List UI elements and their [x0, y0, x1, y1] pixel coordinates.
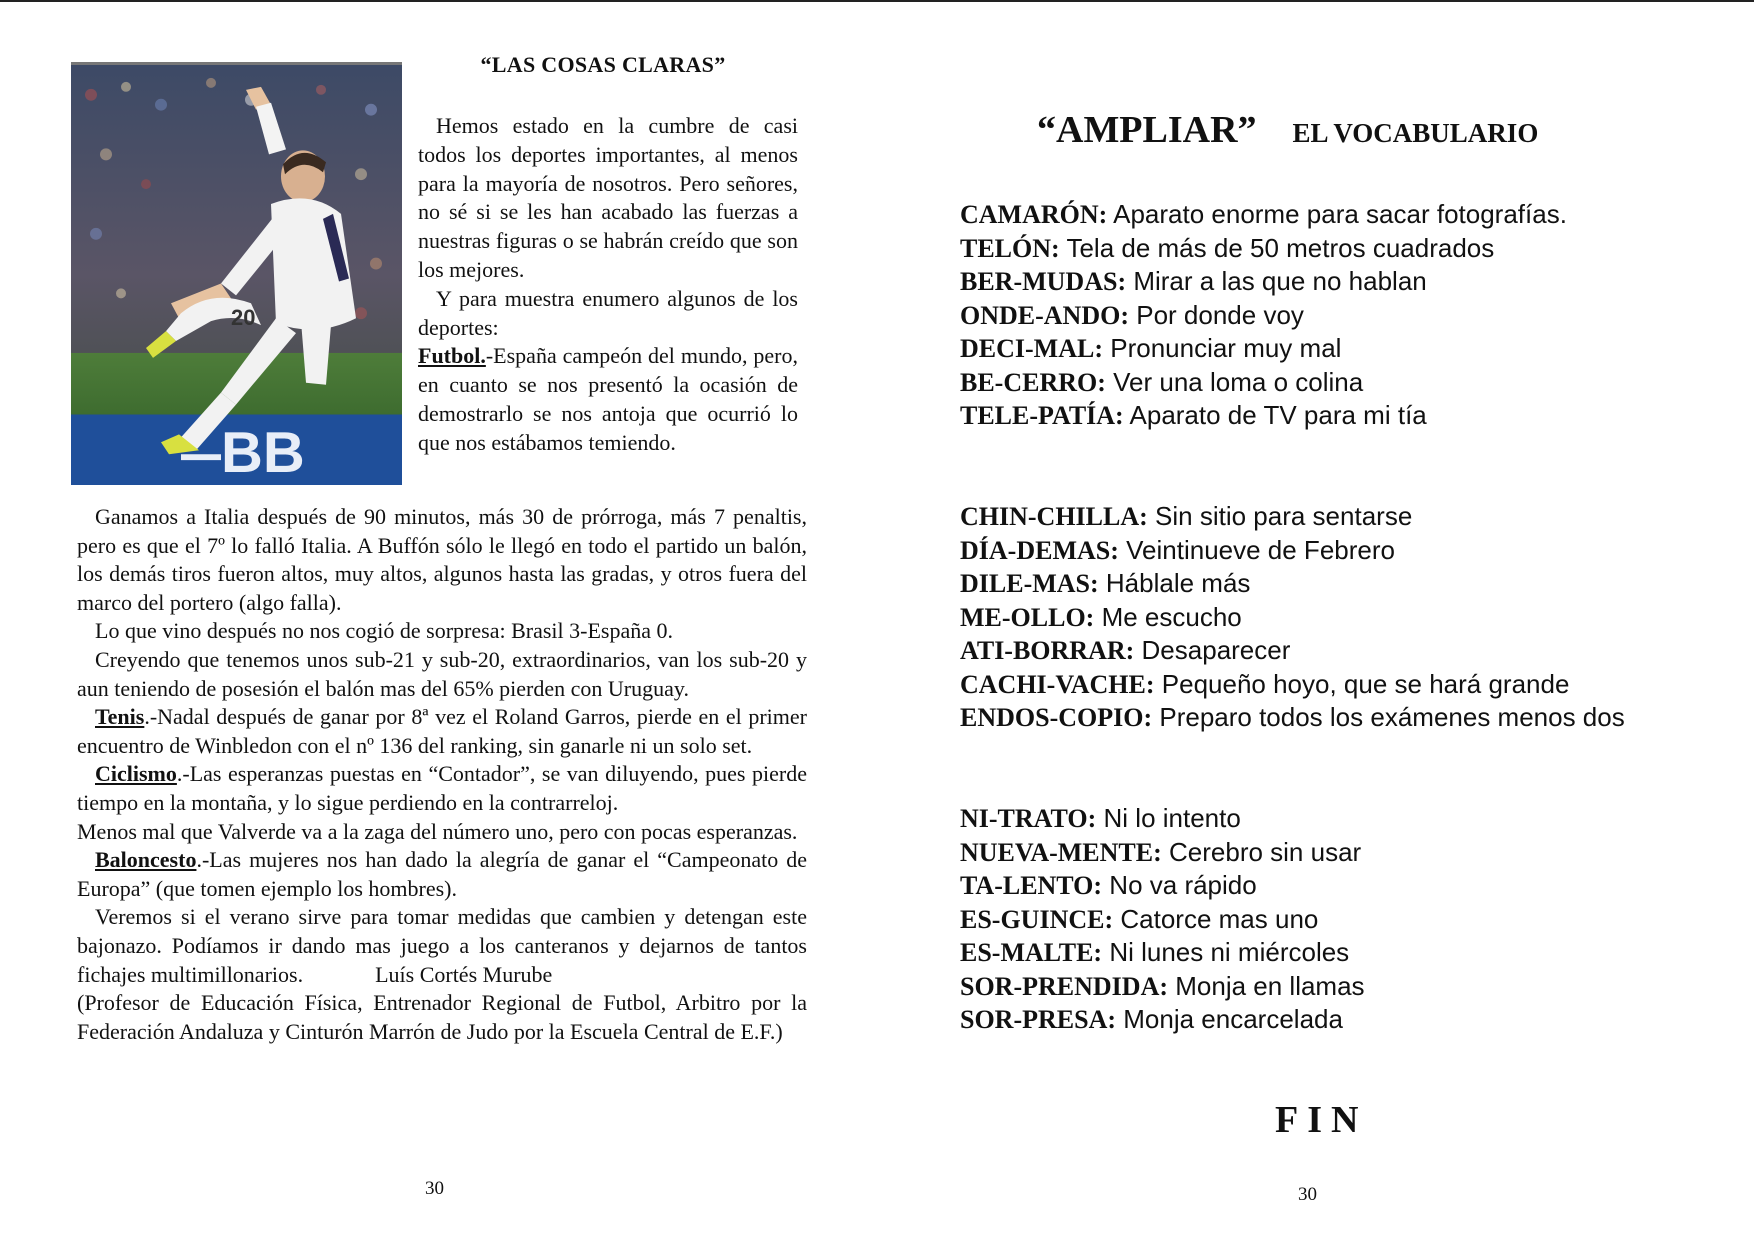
vocab-definition: Ni lunes ni miércoles — [1109, 937, 1350, 967]
vocab-term: TELE-PATÍA: — [960, 401, 1124, 430]
vocab-definition: Aparato de TV para mi tía — [1129, 400, 1427, 430]
vocab-definition: Háblale más — [1105, 568, 1251, 598]
vocab-term: ENDOS-COPIO: — [960, 703, 1153, 732]
vocabulary-heading-main: “AMPLIAR” — [1037, 109, 1257, 151]
vocab-entry — [960, 903, 1680, 937]
futbol-text: -España campeón del mundo, pero, en cuanto se nos presentó la ocasión de demostrarlo se nos antoja que ocurrió lo que nos estábamos temiendo. — [418, 343, 798, 455]
vocab-term: CAMARÓN: — [960, 200, 1108, 229]
body-paragraph: Creyendo que tenemos unos sub-21 y sub-20, extraordinarios, van los sub-20 y aun teniendo de posesión el balón mas del 65% pierden con Uruguay. — [77, 646, 807, 701]
vocab-term: SOR-PRENDIDA: — [960, 971, 1168, 1001]
vocab-entry — [960, 399, 1680, 433]
vocab-term: ES-MALTE: — [960, 938, 1103, 967]
tenis-text: .-Nadal después de ganar por 8ª vez el Roland Garros, pierde en el primer encuentro de Winbledon con el nº 136 del ranking, sin ganarle ni un solo set. — [77, 704, 807, 758]
top-border-line — [0, 0, 1754, 2]
vocab-definition: Pronunciar muy mal — [1110, 333, 1342, 363]
vocabulary-group-2 — [960, 500, 1680, 735]
vocab-definition: Mirar a las que no hablan — [1133, 266, 1427, 296]
vocab-term: BE-CERRO: — [960, 367, 1106, 397]
author-name: Luís Cortés Murube — [375, 961, 553, 987]
ciclismo-label: Ciclismo — [95, 761, 177, 787]
vocab-definition: Sin sitio para sentarse — [1155, 501, 1413, 531]
article-intro — [418, 112, 798, 458]
vocab-definition: Monja encarcelada — [1123, 1004, 1343, 1034]
photo-illustration — [71, 65, 402, 485]
vocab-term: NI-TRATO: — [960, 804, 1097, 833]
valverde-paragraph: Menos mal que Valverde va a la zaga del número uno, pero con pocas esperanzas. — [77, 818, 798, 844]
vocab-term: SOR-PRESA: — [960, 1005, 1117, 1034]
vocab-entry — [960, 1003, 1680, 1037]
vocab-term: DILE-MAS: — [960, 569, 1099, 598]
vocab-entry — [960, 232, 1680, 266]
body-paragraph: Lo que vino después no nos cogió de sorpresa: Brasil 3-España 0. — [95, 618, 673, 644]
vocab-entry — [960, 802, 1680, 836]
baloncesto-label: Baloncesto — [95, 847, 197, 873]
page-number-right: 30 — [1298, 1184, 1317, 1205]
vocab-term: TELÓN: — [960, 233, 1060, 263]
baloncesto-text: .-Las mujeres nos han dado la alegría de ganar el “Campeonato de Europa” (que tomen ejemplo los hombres). — [77, 847, 807, 901]
vocab-entry — [960, 869, 1680, 903]
vocab-term: CHIN-CHILLA: — [960, 502, 1148, 531]
vocab-entry — [960, 634, 1680, 668]
vocab-definition: Veintinueve de Febrero — [1126, 534, 1395, 565]
vocab-entry — [960, 299, 1680, 333]
vocab-entry — [960, 332, 1680, 366]
vocab-entry — [960, 601, 1680, 635]
page-number-left: 30 — [425, 1178, 444, 1199]
vocab-definition: Ver una loma o colina — [1113, 366, 1364, 397]
vocab-term: ATI-BORRAR: — [960, 636, 1135, 665]
vocab-entry — [960, 265, 1680, 299]
vocab-definition: Por donde voy — [1136, 299, 1304, 330]
vocab-term: NUEVA-MENTE: — [960, 837, 1162, 867]
vocab-entry — [960, 198, 1680, 232]
vocab-term: TA-LENTO: — [960, 871, 1103, 900]
fin-label: FIN — [1275, 1099, 1368, 1141]
banner-text: BB — [220, 421, 305, 485]
vocab-entry — [960, 668, 1680, 702]
vocab-definition: Aparato enorme para sacar fotografías. — [1113, 199, 1567, 229]
vocab-definition: Me escucho — [1101, 601, 1242, 632]
vocab-definition: Tela de más de 50 metros cuadrados — [1066, 232, 1495, 263]
vocab-term: DECI-MAL: — [960, 334, 1103, 363]
vocab-entry — [960, 534, 1680, 568]
vocab-definition: Catorce mas uno — [1120, 903, 1319, 934]
intro-paragraph: Y para muestra enumero algunos de los deportes: — [418, 285, 798, 340]
vocab-term: ONDE-ANDO: — [960, 300, 1129, 330]
vocabulary-group-3 — [960, 802, 1680, 1037]
vocabulary-heading-sub: EL VOCABULARIO — [1292, 118, 1539, 148]
vocab-entry — [960, 567, 1680, 601]
vocab-definition: Desaparecer — [1141, 635, 1291, 665]
article-body — [77, 503, 807, 1046]
ciclismo-paragraph — [77, 760, 807, 817]
vocab-term: ES-GUINCE: — [960, 904, 1114, 934]
vocab-term: BER-MUDAS: — [960, 267, 1127, 296]
ciclismo-text: .-Las esperanzas puestas en “Contador”, se van diluyendo, pues pierde tiempo en la montaña, y lo sigue perdiendo en la contrarreloj. — [77, 761, 807, 815]
vocab-entry — [960, 500, 1680, 534]
body-paragraph: Ganamos a Italia después de 90 minutos, más 30 de prórroga, más 7 penaltis, pero es que el 7º lo falló Italia. A Buffón sólo le llegó en todo el partido un balón, los demás tiros fueron altos, muy altos, algunos hasta las gradas, y otros fuera del marco del portero (algo falla). — [77, 504, 807, 615]
vocab-term: CACHI-VACHE: — [960, 669, 1155, 699]
vocab-term: DÍA-DEMAS: — [960, 535, 1119, 565]
vocabulary-group-1 — [960, 198, 1680, 433]
tenis-paragraph — [77, 703, 807, 760]
baloncesto-paragraph — [77, 846, 807, 903]
closing-paragraph — [77, 903, 807, 989]
article-title: “LAS COSAS CLARAS” — [480, 52, 726, 77]
vocab-definition: Pequeño hoyo, que se hará grande — [1161, 668, 1570, 699]
closing-text: Veremos si el verano sirve para tomar medidas que cambien y detengan este bajonazo. Podíamos ir dando mas juego a los canteranos y dejarnos de tantos fichajes multimillonarios. — [77, 904, 807, 987]
vocab-entry — [960, 701, 1680, 735]
futbol-paragraph — [418, 342, 798, 457]
author-credentials: (Profesor de Educación Física, Entrenador Regional de Futbol, Arbitro por la Federación Andaluza y Cinturón Marrón de Judo por la Escuela Central de E.F.) — [77, 990, 807, 1044]
vocabulary-heading — [1037, 108, 1538, 152]
vocab-definition: Monja en llamas — [1175, 970, 1365, 1001]
vocab-term: ME-OLLO: — [960, 602, 1095, 632]
intro-paragraph: Hemos estado en la cumbre de casi todos los deportes importantes, al menos para la mayoría de nosotros. Pero señores, no sé si se les han acabado las fuerzas a nuestras figuras o se habrán creído que son los mejores. — [418, 113, 798, 282]
vocab-entry — [960, 366, 1680, 400]
vocab-entry — [960, 936, 1680, 970]
vocab-definition: Preparo todos los exámenes menos dos — [1159, 702, 1625, 732]
football-player-photo — [71, 62, 402, 485]
vocab-definition: Cerebro sin usar — [1169, 836, 1362, 867]
jersey-number: 20 — [230, 305, 256, 331]
vocab-definition: No va rápido — [1109, 870, 1257, 900]
vocab-entry — [960, 970, 1680, 1004]
vocab-definition: Ni lo intento — [1103, 803, 1241, 833]
tenis-label: Tenis — [95, 704, 145, 730]
futbol-label: Futbol. — [418, 343, 486, 369]
vocab-entry — [960, 836, 1680, 870]
